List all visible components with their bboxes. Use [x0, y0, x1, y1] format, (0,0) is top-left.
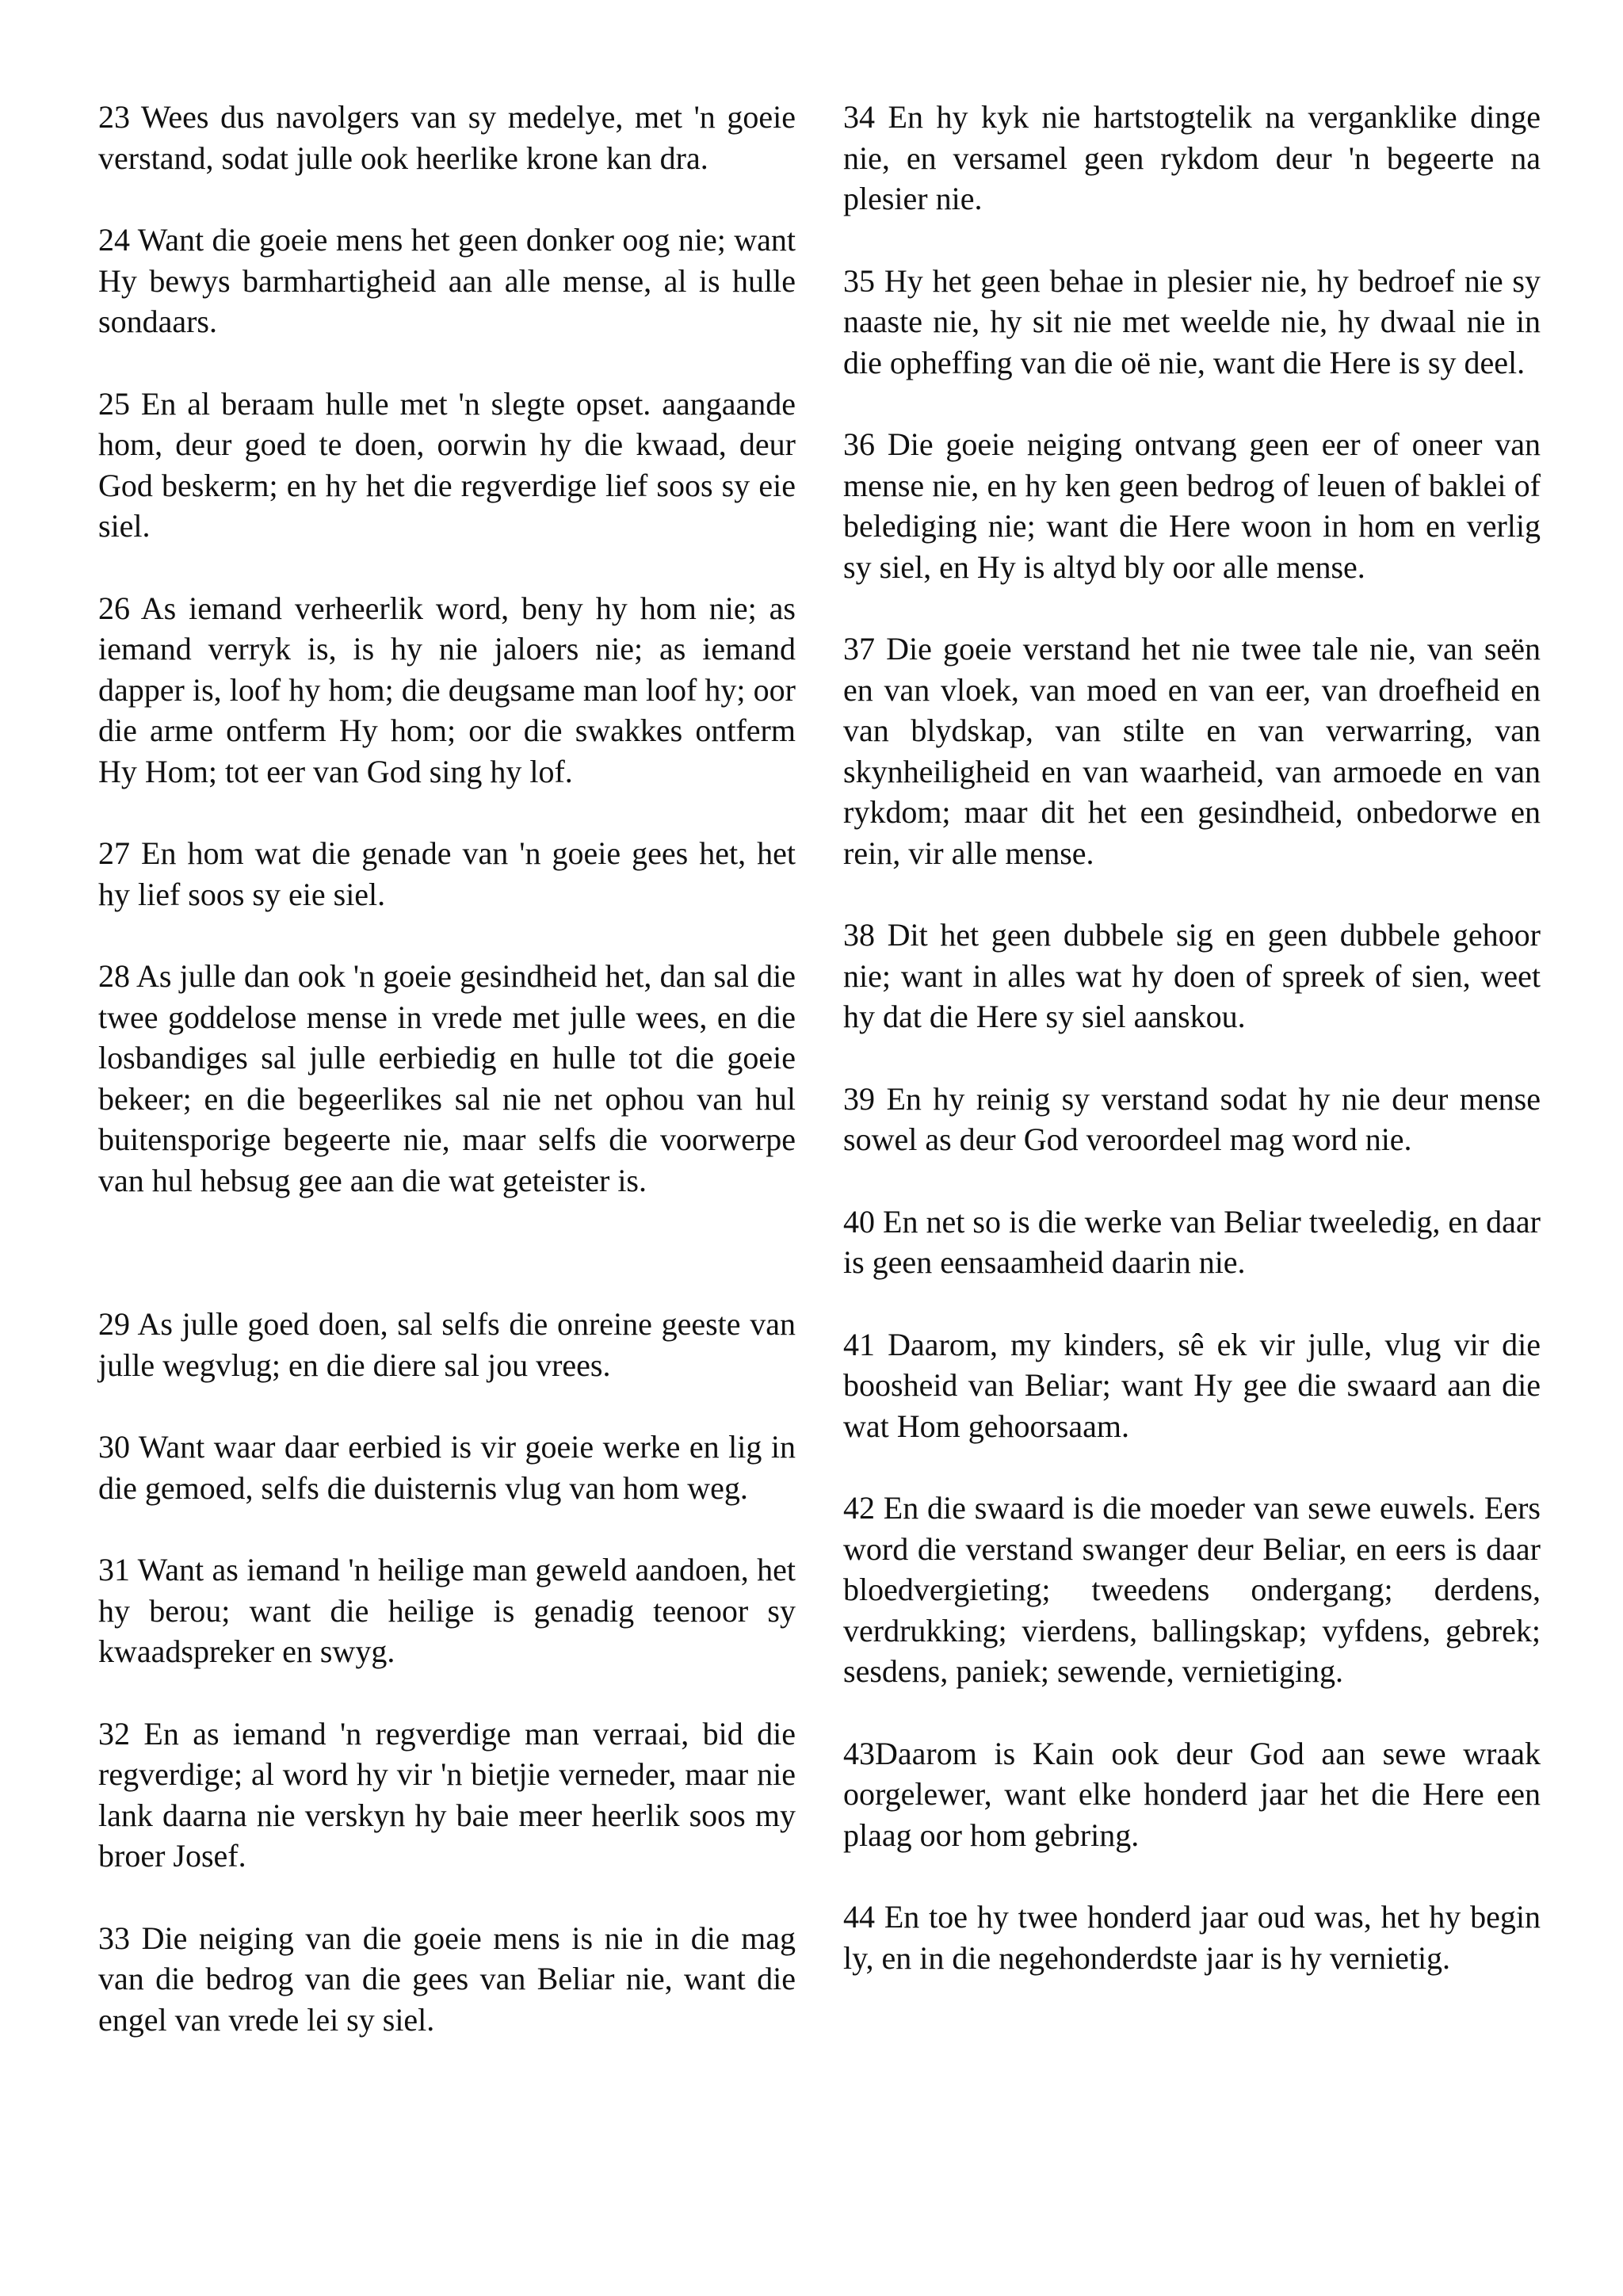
verse-26: 26 As iemand verheerlik word, beny hy hom nie; as iemand verryk is, is hy nie jaloers nie; as iemand dapper is, loof hy hom; die deugsame man loof hy; oor die arme ontferm Hy hom; oor die swakkes ontferm Hy Hom; tot eer van God sing hy lof. — [98, 590, 796, 789]
verse-33: 33 Die neiging van die goeie mens is nie in die mag van die bedrog van die gees van Beliar nie, want die engel van vrede lei sy siel. — [98, 1920, 796, 2038]
verse-27: 27 En hom wat die genade van 'n goeie gees het, het hy lief soos sy eie siel. — [98, 835, 796, 912]
verse-36: 36 Die goeie neiging ontvang geen eer of oneer van mense nie, en hy ken geen bedrog of leuen of baklei of belediging nie; want die Here woon in hom en verlig sy siel, en Hy is altyd bly oor alle mense. — [843, 426, 1541, 585]
right-column — [843, 97, 1541, 2019]
verse-30: 30 Want waar daar eerbied is vir goeie werke en lig in die gemoed, selfs die duisternis vlug van hom weg. — [98, 1429, 796, 1506]
verse-44: 44 En toe hy twee honderd jaar oud was, het hy begin ly, en in die negehonderdste jaar is hy vernietig. — [843, 1899, 1541, 1976]
verse-23: 23 Wees dus navolgers van sy medelye, met 'n goeie verstand, sodat julle ook heerlike krone kan dra. — [98, 99, 796, 176]
verse-43: 43Daarom is Kain ook deur God aan sewe wraak oorgelewer, want elke honderd jaar het die Here een plaag oor hom gebring. — [843, 1735, 1541, 1853]
verse-41: 41 Daarom, my kinders, sê ek vir julle, vlug vir die boosheid van Beliar; want Hy gee die swaard aan die wat Hom gehoorsaam. — [843, 1326, 1541, 1444]
verse-28: 28 As julle dan ook 'n goeie gesindheid het, dan sal die twee goddelose mense in vrede met julle wees, en die losbandiges sal julle eerbiedig en hulle tot die goeie bekeer; en die begeerlikes sal nie net ophou van hul buitensporige begeerte nie, maar selfs die voorwerpe van hul hebsug gee aan die wat geteister is. — [98, 958, 796, 1198]
left-column — [98, 97, 796, 2081]
verse-29: 29 As julle goed doen, sal selfs die onreine geeste van julle wegvlug; en die diere sal jou vrees. — [98, 1306, 796, 1383]
verse-25: 25 En al beraam hulle met 'n slegte opset. aangaande hom, deur goed te doen, oorwin hy die kwaad, deur God beskerm; en hy het die regverdige lief soos sy eie siel. — [98, 385, 796, 544]
verse-31: 31 Want as iemand 'n heilige man geweld aandoen, het hy berou; want die heilige is genadig teenoor sy kwaadspreker en swyg. — [98, 1552, 796, 1669]
verse-42: 42 En die swaard is die moeder van sewe euwels. Eers word die verstand swanger deur Beliar, en eers is daar bloedvergieting; tweedens ondergang; derdens, verdrukking; vierdens, ballingskap; vyfdens, gebrek; sesdens, paniek; sewende, vernietiging. — [843, 1490, 1541, 1689]
verse-37: 37 Die goeie verstand het nie twee tale nie, van seën en van vloek, van moed en van eer, van droefheid en van blydskap, van stilte en van verwarring, van skynheiligheid en van waarheid, van armoede en van rykdom; maar dit het een gesindheid, onbedorwe en rein, vir alle mense. — [843, 631, 1541, 871]
verse-34: 34 En hy kyk nie hartstogtelik na verganklike dinge nie, en versamel geen rykdom deur 'n begeerte na plesier nie. — [843, 99, 1541, 216]
verse-40: 40 En net so is die werke van Beliar tweeledig, en daar is geen eensaamheid daarin nie. — [843, 1203, 1541, 1280]
verse-39: 39 En hy reinig sy verstand sodat hy nie deur mense sowel as deur God veroordeel mag word nie. — [843, 1080, 1541, 1157]
verse-35: 35 Hy het geen behae in plesier nie, hy bedroef nie sy naaste nie, hy sit nie met weelde nie, hy dwaal nie in die opheffing van die oë nie, want die Here is sy deel. — [843, 262, 1541, 380]
verse-38: 38 Dit het geen dubbele sig en geen dubbele gehoor nie; want in alles wat hy doen of spreek of sien, weet hy dat die Here sy siel aanskou. — [843, 917, 1541, 1034]
verse-24: 24 Want die goeie mens het geen donker oog nie; want Hy bewys barmhartigheid aan alle mense, al is hulle sondaars. — [98, 222, 796, 339]
verse-32: 32 En as iemand 'n regverdige man verraai, bid die regverdige; al word hy vir 'n bietjie verneder, maar nie lank daarna nie verskyn hy baie meer heerlik soos my broer Josef. — [98, 1715, 796, 1874]
